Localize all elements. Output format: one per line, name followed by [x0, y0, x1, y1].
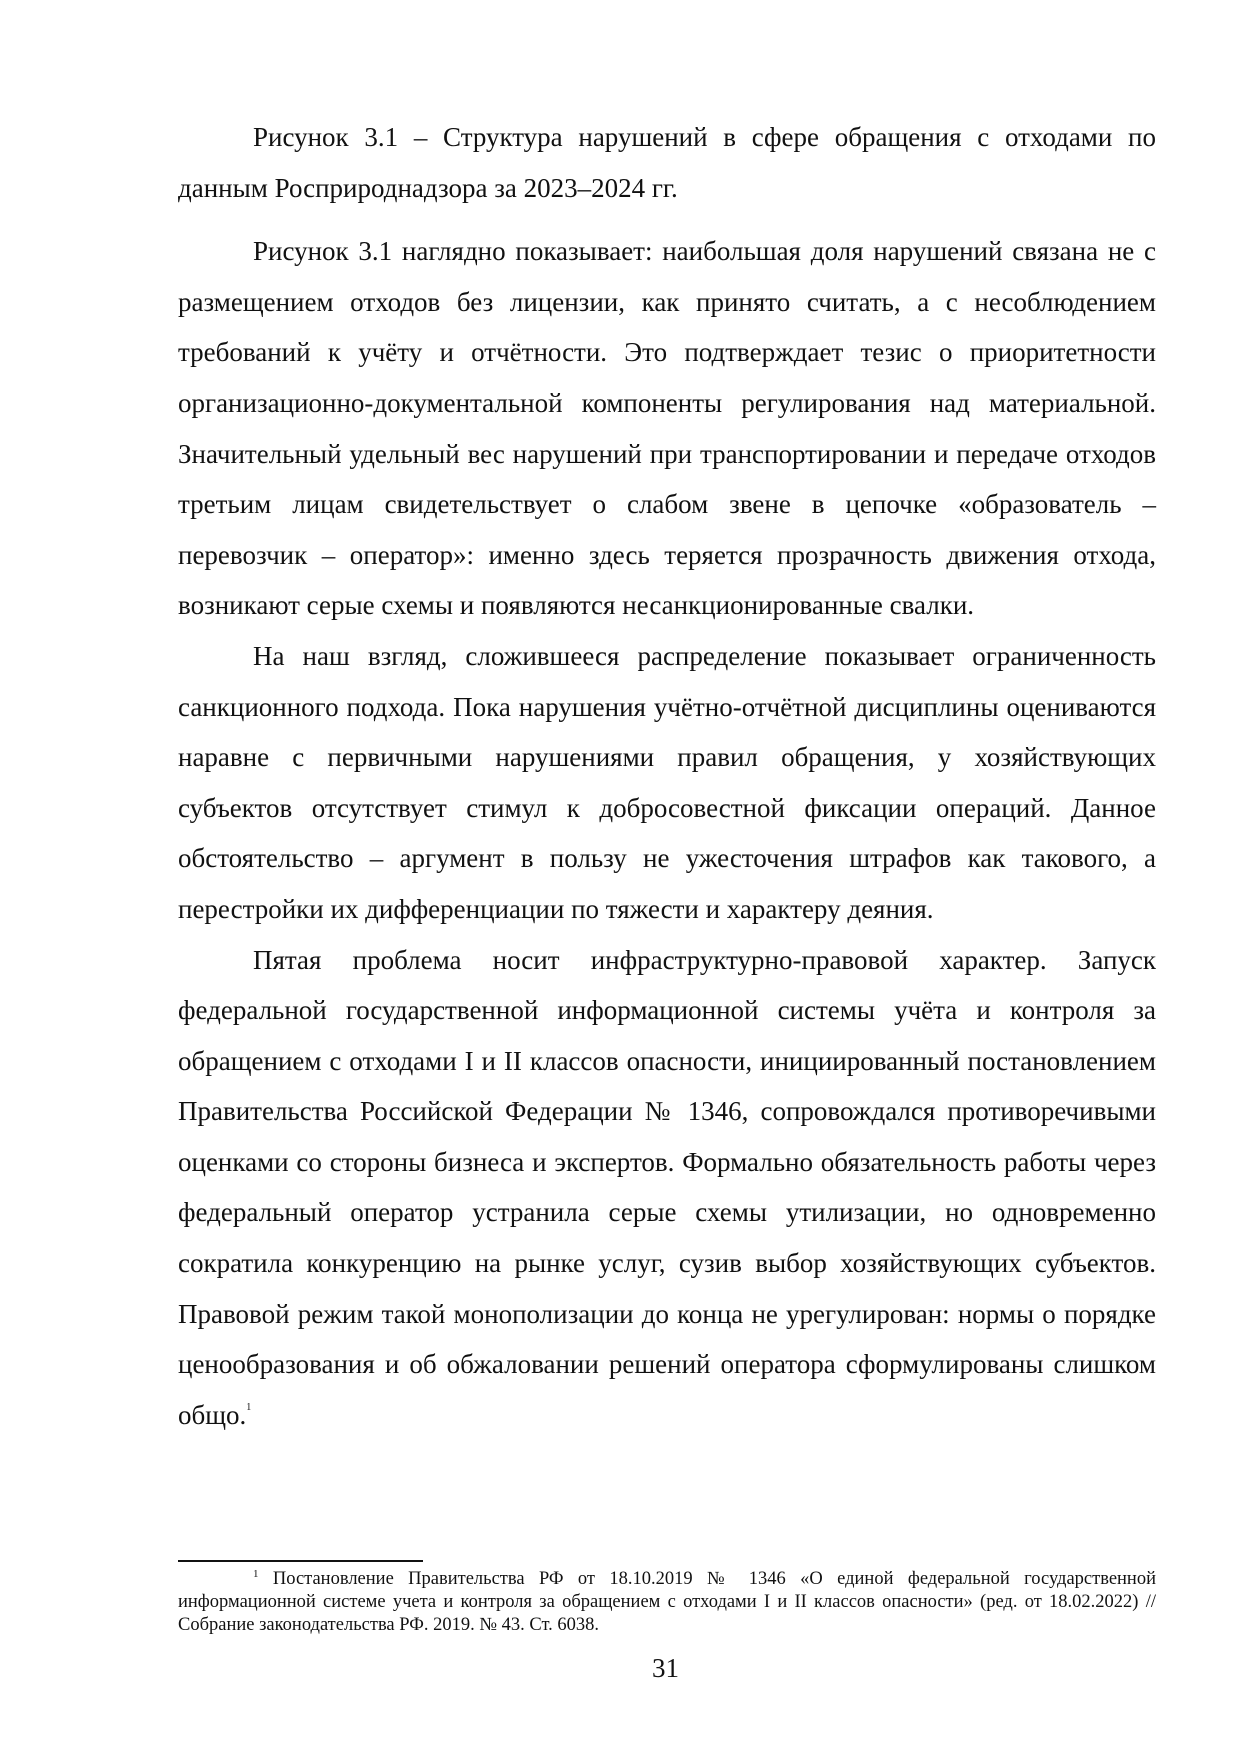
page-number: 31: [652, 1653, 679, 1683]
footnote-text: Постановление Правительства РФ от 18.10.2019 № 1346 «О единой федеральной государственной информационной системе учета и контроля за обращением с отходами I и II классов опасности» (ред. от 18.02.2022) // Собрание законодательства РФ. 2019. № 43. Ст. 6038.: [178, 1569, 1156, 1635]
footnote-reference[interactable]: 1: [246, 1401, 252, 1413]
paragraph-2: На наш взгляд, сложившееся распределение показывает ограниченность санкционного подхода. Пока нарушения учётно-отчётной дисциплины оцениваются наравне с первичными нарушениями правил обращения, у хозяйствующих субъектов отсутствует стимул к добросовестной фиксации операций. Данное обстоятельство – аргумент в пользу не ужесточения штрафов как такового, а перестройки их дифференциации по тяжести и характеру деяния.: [178, 640, 1156, 924]
footnote-separator: [178, 1560, 423, 1562]
paragraph-1: Рисунок 3.1 наглядно показывает: наибольшая доля нарушений связана не с размещением отходов без лицензии, как принято считать, а с несоблюдением требований к учёту и отчётности. Это подтверждает тезис о приоритетности организационно-документальной компоненты регулирования над материальной. Значительный удельный вес нарушений при транспортировании и передаче отходов третьим лицам свидетельствует о слабом звене в цепочке «образователь – перевозчик – оператор»: именно здесь теряется прозрачность движения отхода, возникают серые схемы и появляются несанкционированные свалки.: [178, 236, 1156, 621]
figure-caption: Рисунок 3.1 – Структура нарушений в сфере обращения с отходами по данным Росприроднадзора за 2023–2024 гг.: [178, 122, 1156, 203]
footnote-number: 1: [253, 1568, 259, 1580]
paragraph-3-text: Пятая проблема носит инфраструктурно-правовой характер. Запуск федеральной государственной информационной системы учёта и контроля за обращением с отходами I и II классов опасности, инициированный постановлением Правительства Российской Федерации № 1346, сопровождался противоречивыми оценками со стороны бизнеса и экспертов. Формально обязательность работы через федеральный оператор устранила серые схемы утилизации, но одновременно сократила конкуренцию на рынке услуг, сузив выбор хозяйствующих субъектов. Правовой режим такой монополизации до конца не урегулирован: нормы о порядке ценообразования и об обжаловании решений оператора сформулированы слишком общо.: [178, 944, 1156, 1430]
paragraph-3: [178, 935, 1156, 1441]
footnotes-section: [178, 1560, 1156, 1637]
page-body: [178, 112, 1156, 1440]
footnote-1: [178, 1568, 1156, 1637]
